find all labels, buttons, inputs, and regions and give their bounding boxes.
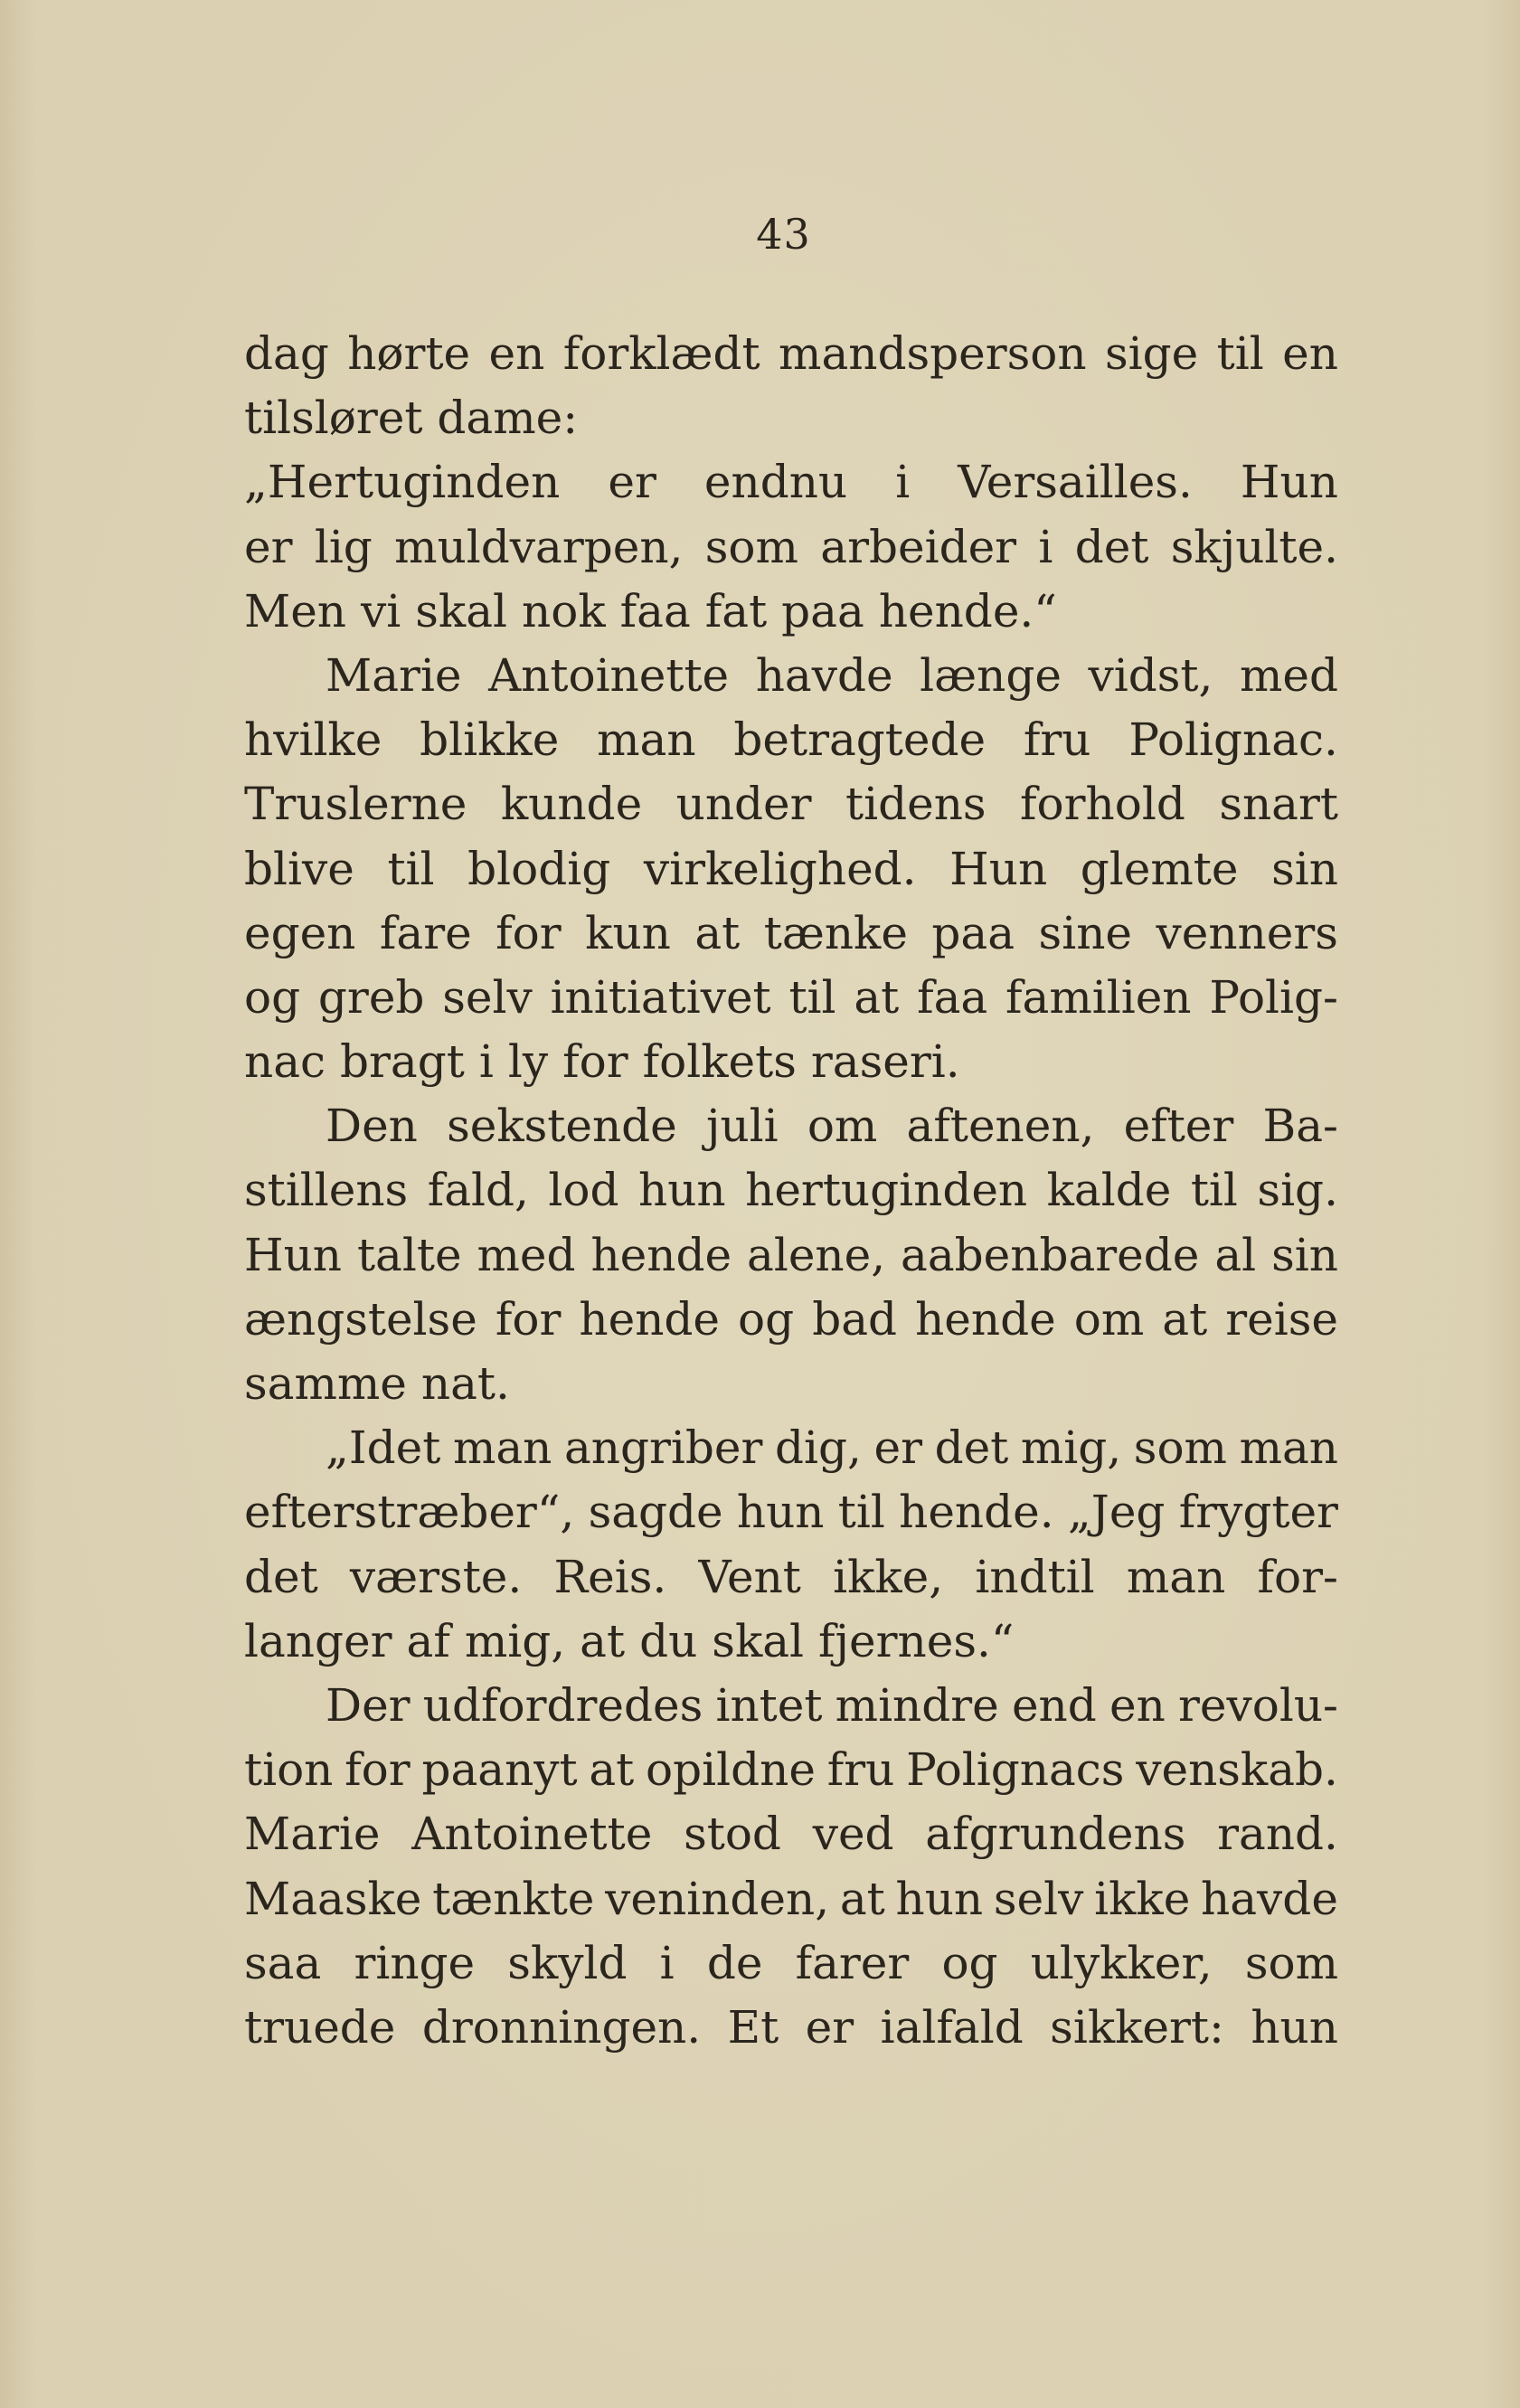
word: Antoinette — [488, 648, 730, 702]
word: Hun — [1240, 456, 1338, 509]
text-line — [244, 1352, 1338, 1416]
word: bragt — [340, 1035, 465, 1089]
word: venners — [1156, 906, 1338, 959]
text-line — [244, 1223, 1338, 1288]
word: blive — [244, 842, 354, 895]
word: mig, — [464, 1614, 566, 1667]
text-line — [244, 837, 1338, 902]
text-line — [244, 644, 1338, 708]
word: talte — [356, 1228, 462, 1281]
word: aftenen, — [906, 1100, 1095, 1153]
word: Polignac. — [1128, 713, 1338, 767]
word: Ba- — [1262, 1100, 1338, 1153]
word: ikke, — [833, 1550, 944, 1603]
word: blodig — [467, 842, 611, 895]
word: Maaske — [244, 1872, 422, 1925]
word: tilsløret — [244, 392, 423, 445]
text-line — [244, 580, 1338, 644]
word: i — [895, 456, 911, 509]
word: hun — [895, 1872, 984, 1925]
word: selv — [442, 970, 533, 1024]
word: veninden, — [605, 1872, 830, 1925]
word: det — [244, 1550, 318, 1603]
word: at — [1162, 1292, 1208, 1346]
text-line — [244, 1158, 1338, 1223]
word: paa — [931, 906, 1015, 959]
text-line — [244, 966, 1338, 1030]
word: opildne — [646, 1743, 816, 1797]
word: saa — [244, 1936, 322, 1989]
word: er — [244, 520, 293, 573]
text-line — [244, 1931, 1338, 1996]
word: snart — [1219, 778, 1338, 831]
text-line — [244, 450, 1338, 515]
word: dronningen. — [421, 2000, 702, 2054]
word: hende.“ — [878, 584, 1057, 637]
word: om — [1073, 1292, 1145, 1346]
word: forklædt — [562, 327, 760, 380]
word: greb — [317, 970, 425, 1024]
word: kun — [585, 906, 671, 959]
word: revolu- — [1177, 1678, 1338, 1732]
word: ringe — [354, 1936, 476, 1989]
word: lod — [548, 1164, 619, 1217]
word: i — [1038, 520, 1053, 573]
word: truede — [244, 2000, 396, 2054]
word: vi — [361, 584, 401, 637]
word: man — [452, 1421, 552, 1475]
word: folkets — [642, 1035, 797, 1089]
word: hun — [1251, 2000, 1338, 2054]
word: med — [1239, 648, 1338, 702]
word: virkelighed. — [643, 842, 917, 895]
word: hende — [915, 1292, 1056, 1346]
word: det — [1074, 520, 1149, 573]
word: end — [1011, 1678, 1097, 1732]
word: du — [639, 1614, 698, 1667]
text-line — [244, 1867, 1338, 1931]
word: Versailles. — [958, 456, 1193, 509]
word: tidens — [845, 778, 987, 831]
word: hun — [638, 1164, 726, 1217]
word: afgrundens — [925, 1808, 1186, 1861]
word: sin — [1271, 842, 1338, 895]
word: intet — [715, 1678, 823, 1732]
text-line — [244, 708, 1338, 772]
word: sige — [1105, 327, 1199, 380]
word: at — [694, 906, 741, 959]
text-line — [244, 1802, 1338, 1866]
word: er — [805, 2000, 854, 2054]
word: blikke — [420, 713, 560, 767]
word: som — [1244, 1936, 1338, 1989]
text-line — [244, 772, 1338, 836]
word: indtil — [975, 1550, 1095, 1603]
word: længe — [920, 648, 1062, 702]
word: „Idet — [326, 1421, 441, 1475]
word: en — [1282, 327, 1338, 380]
word: hende — [579, 1292, 720, 1346]
word: ialfald — [880, 2000, 1024, 2054]
word: al — [1214, 1228, 1257, 1281]
word: „Hertuginden — [244, 456, 561, 509]
word: og — [738, 1292, 795, 1346]
word: tænke — [763, 906, 908, 959]
word: man — [1239, 1421, 1338, 1475]
word: venskab. — [1136, 1743, 1338, 1797]
word: tænkte — [432, 1872, 595, 1925]
text-line — [244, 1610, 1338, 1674]
word: fat — [704, 584, 768, 637]
word: en — [1109, 1678, 1166, 1732]
text-line — [244, 1030, 1338, 1094]
page-number: 43 — [756, 210, 811, 259]
word: nat. — [420, 1357, 510, 1410]
word: sikkert: — [1050, 2000, 1224, 2054]
word: sine — [1038, 906, 1132, 959]
word: for — [345, 1743, 411, 1797]
word: hørte — [347, 327, 471, 380]
word: til — [788, 970, 836, 1024]
word: „Jeg — [1067, 1486, 1166, 1539]
word: Den — [326, 1100, 418, 1153]
word: i — [478, 1035, 494, 1089]
word: ængstelse — [244, 1292, 477, 1346]
word: havde — [1201, 1872, 1338, 1925]
word: endnu — [703, 456, 848, 509]
word: Polignacs — [906, 1743, 1125, 1797]
word: Truslerne — [244, 778, 467, 831]
word: at — [580, 1614, 626, 1667]
word: ikke — [1094, 1872, 1191, 1925]
word: aabenbarede — [901, 1228, 1200, 1281]
word: skal — [415, 584, 508, 637]
word: mindre — [835, 1678, 999, 1732]
word: som — [1133, 1421, 1227, 1475]
word: skjulte. — [1170, 520, 1338, 573]
text-line — [244, 322, 1338, 386]
word: udfordredes — [422, 1678, 703, 1732]
word: vidst, — [1088, 648, 1213, 702]
word: ved — [812, 1808, 894, 1861]
word: hun — [736, 1486, 825, 1539]
word: til — [1190, 1164, 1238, 1217]
word: Et — [727, 2000, 779, 2054]
word: kunde — [500, 778, 643, 831]
word: fru — [1023, 713, 1091, 767]
word: stillens — [244, 1164, 409, 1217]
word: Antoinette — [411, 1808, 653, 1861]
text-line — [244, 1674, 1338, 1738]
text-line — [244, 515, 1338, 580]
word: tion — [244, 1743, 334, 1797]
word: Hun — [949, 842, 1048, 895]
word: ulykker, — [1030, 1936, 1213, 1989]
word: lig — [314, 520, 373, 573]
word: angriber — [563, 1421, 763, 1475]
text-line — [244, 1480, 1338, 1544]
word: at — [589, 1743, 635, 1797]
word: arbeider — [820, 520, 1017, 573]
word: som — [704, 520, 798, 573]
word: værste. — [349, 1550, 523, 1603]
word: at — [854, 970, 900, 1024]
word: Men — [244, 584, 346, 637]
word: skyld — [507, 1936, 628, 1989]
word: fjernes.“ — [818, 1614, 1015, 1667]
word: man — [1126, 1550, 1226, 1603]
word: hende. — [899, 1486, 1054, 1539]
text-line — [244, 1996, 1338, 2060]
body-text — [244, 322, 1338, 2060]
word: fare — [379, 906, 472, 959]
word: fru — [826, 1743, 895, 1797]
word: og — [941, 1936, 998, 1989]
word: bad — [812, 1292, 898, 1346]
word: sekstende — [447, 1100, 677, 1153]
text-line — [244, 1738, 1338, 1802]
word: i — [659, 1936, 675, 1989]
word: langer — [244, 1614, 392, 1667]
word: Reis. — [553, 1550, 667, 1603]
word: under — [675, 778, 812, 831]
text-line — [244, 1545, 1338, 1610]
word: reise — [1225, 1292, 1338, 1346]
word: for — [495, 1292, 562, 1346]
word: sig. — [1257, 1164, 1338, 1217]
text-line — [244, 386, 1338, 450]
word: af — [406, 1614, 450, 1667]
word: at — [839, 1872, 885, 1925]
word: Hun — [244, 1228, 343, 1281]
word: paanyt — [421, 1743, 578, 1797]
word: forhold — [1020, 778, 1185, 831]
word: nac — [244, 1035, 326, 1089]
word: dame: — [437, 392, 579, 445]
word: faa — [917, 970, 988, 1024]
word: faa — [619, 584, 691, 637]
word: dag — [244, 327, 329, 380]
word: skal — [712, 1614, 805, 1667]
word: rand. — [1217, 1808, 1338, 1861]
word: glemte — [1080, 842, 1239, 895]
word: alene, — [747, 1228, 886, 1281]
word: hertuginden — [745, 1164, 1028, 1217]
word: for — [562, 1035, 628, 1089]
text-line — [244, 1288, 1338, 1352]
word: ly — [507, 1035, 549, 1089]
word: kalde — [1046, 1164, 1172, 1217]
word: og — [244, 970, 301, 1024]
word: dig, — [774, 1421, 862, 1475]
word: Marie — [244, 1808, 381, 1861]
word: nok — [522, 584, 606, 637]
word: raseri. — [810, 1035, 960, 1089]
text-line — [244, 902, 1338, 966]
word: farer — [795, 1936, 910, 1989]
word: betragtede — [733, 713, 987, 767]
word: sin — [1271, 1228, 1338, 1281]
word: man — [597, 713, 696, 767]
word: familien — [1005, 970, 1192, 1024]
word: stod — [684, 1808, 781, 1861]
word: de — [706, 1936, 763, 1989]
word: juli — [705, 1100, 779, 1153]
word: Vent — [698, 1550, 801, 1603]
word: Der — [326, 1678, 411, 1732]
word: om — [807, 1100, 878, 1153]
text-line — [244, 1094, 1338, 1158]
word: mig, — [1020, 1421, 1122, 1475]
word: havde — [755, 648, 893, 702]
word: sagde — [588, 1486, 723, 1539]
word: fald, — [427, 1164, 529, 1217]
word: for- — [1257, 1550, 1338, 1603]
word: en — [488, 327, 545, 380]
word: hvilke — [244, 713, 382, 767]
text-line — [244, 1416, 1338, 1480]
word: det — [934, 1421, 1009, 1475]
word: selv — [993, 1872, 1084, 1925]
word: Polig- — [1209, 970, 1338, 1024]
word: muldvarpen, — [394, 520, 684, 573]
word: paa — [781, 584, 864, 637]
word: mandsperson — [779, 327, 1087, 380]
word: frygter — [1178, 1486, 1338, 1539]
word: med — [477, 1228, 576, 1281]
word: efter — [1123, 1100, 1234, 1153]
word: til — [837, 1486, 885, 1539]
word: Marie — [326, 648, 462, 702]
word: til — [387, 842, 435, 895]
word: initiativet — [550, 970, 771, 1024]
word: egen — [244, 906, 356, 959]
word: hende — [590, 1228, 732, 1281]
word: til — [1216, 327, 1264, 380]
word: samme — [244, 1357, 407, 1410]
word: efterstræber“, — [244, 1486, 575, 1539]
word: er — [608, 456, 656, 509]
word: er — [873, 1421, 922, 1475]
word: for — [496, 906, 562, 959]
